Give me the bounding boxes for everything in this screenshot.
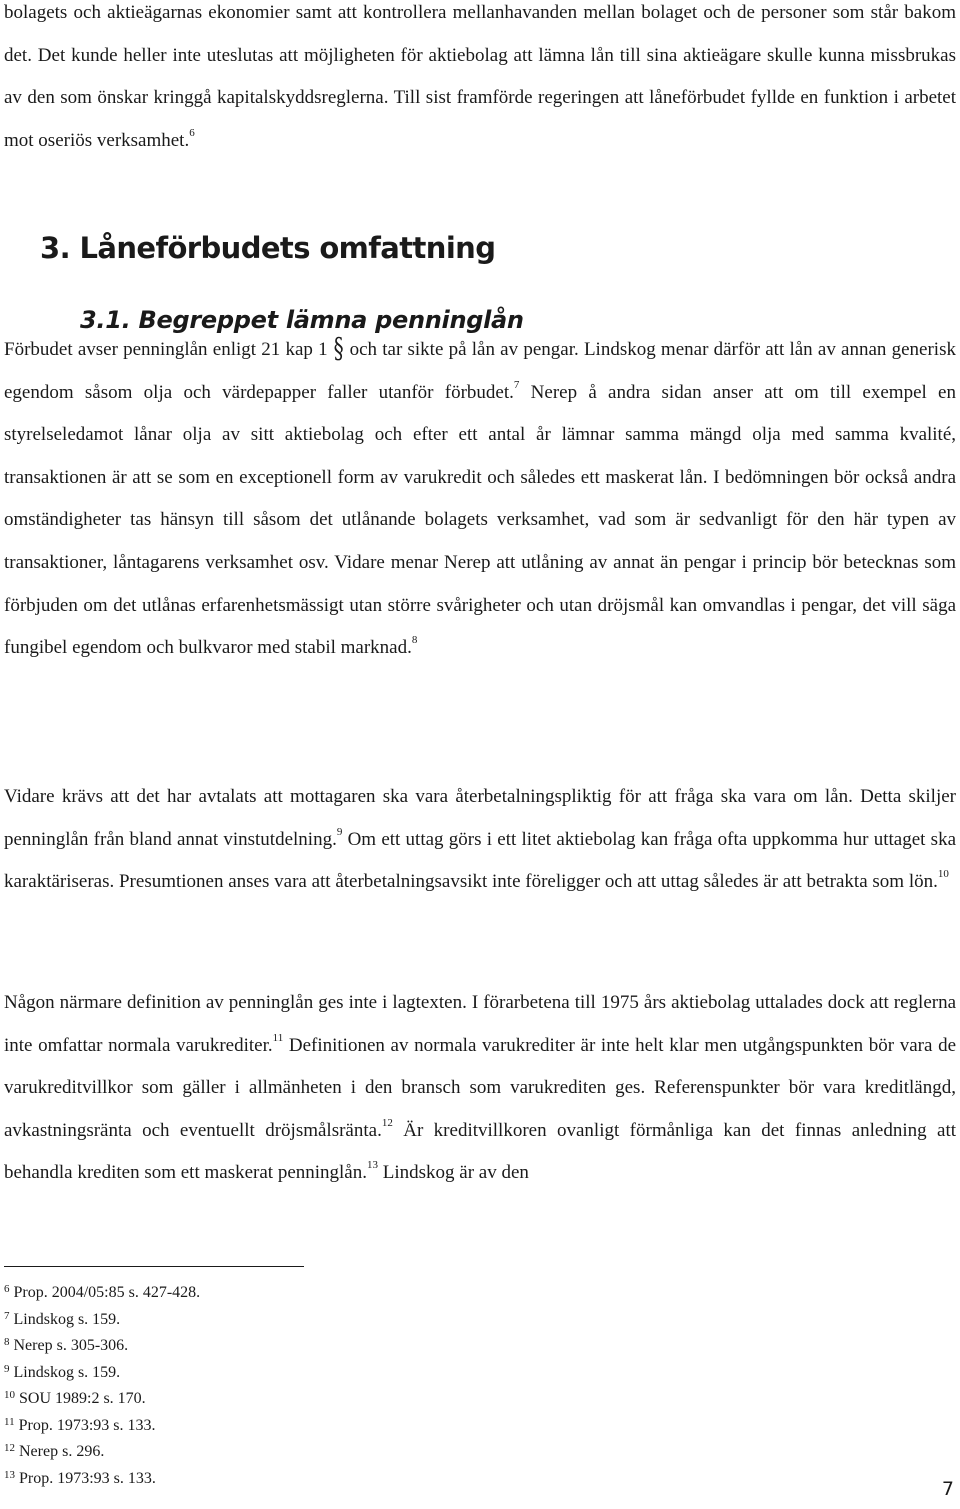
footnote-number: 6 <box>4 1283 10 1295</box>
text-line: lämna lån till sina aktieägare skulle kunna missbrukas av den som önskar kringgå <box>4 44 957 109</box>
paragraph-intro <box>4 0 956 162</box>
paragraph-definition <box>4 982 956 1195</box>
page-number: 7 <box>941 1478 954 1500</box>
footnote-item <box>4 1331 200 1358</box>
footnote-ref[interactable]: 11 <box>272 1031 284 1044</box>
footnote-ref[interactable]: 9 <box>336 825 343 838</box>
footnote-ref[interactable]: 10 <box>937 868 949 881</box>
text-line: finnas anledning att behandla krediten som ett maskerat penninglån. <box>4 1119 957 1184</box>
footnote-item <box>4 1358 200 1385</box>
footnote-text: Nerep s. 296. <box>19 1443 105 1461</box>
text-line: bulkvaror med stabil marknad. <box>178 637 412 659</box>
text-line: därför att lån av annan generisk egendom såsom olja och värdepapper faller utanför förbudet. <box>4 339 956 403</box>
text-line: aktiebolag kan fråga ofta uppkomma hur uttaget ska karaktäriseras. Presumtionen anses vara att <box>4 828 956 893</box>
footnote-item <box>4 1464 200 1491</box>
text-line: kapitalskyddsreglerna. Till sist framförde regeringen att låneförbudet fyllde en funktion i arbetet <box>217 87 956 109</box>
text-line: återbetalningsavsikt inte föreligger och att uttag således är att betrakta som lön. <box>335 871 938 893</box>
paragraph-penninglan <box>4 327 956 670</box>
footnote-list <box>4 1278 200 1490</box>
subsection-heading: 3.1. Begreppet lämna penninglån <box>80 306 524 334</box>
text-line: Lindskog är av den <box>378 1162 529 1184</box>
footnote-ref[interactable]: 7 <box>513 378 520 391</box>
text-line: bolagets och aktieägarnas ekonomier samt att kontrollera mellanhavanden mellan bolaget och de <box>4 2 755 23</box>
footnote-item <box>4 1384 200 1411</box>
footnote-ref[interactable]: 12 <box>381 1116 393 1129</box>
text-line: exceptionell form av varukredit och således ett maskerat lån. I bedömningen bör också andra <box>239 466 957 488</box>
footnote-text: Prop. 1973:93 s. 133. <box>18 1416 156 1434</box>
footnote-number: 8 <box>4 1336 10 1349</box>
text-line: omständigheter tas hänsyn till såsom det utlånande bolagets verksamhet, vad som är sedvanligt <box>4 509 778 531</box>
footnote-item <box>4 1278 200 1305</box>
text-line: och tar sikte på lån av pengar. Lindskog menar <box>349 339 709 360</box>
footnote-number: 7 <box>4 1309 10 1322</box>
footnote-number: 10 <box>4 1389 15 1402</box>
text-line: Någon närmare definition av penninglån ges inte i lagtexten. I förarbetena till 1975 års aktiebolag <box>4 992 751 1013</box>
text-line: allmänheten i den bransch som varukrediten ges. Referenspunkter bör vara kreditlängd, <box>248 1077 956 1099</box>
footnote-number: 11 <box>4 1415 15 1428</box>
footnote-text: Lindskog s. 159. <box>13 1363 121 1381</box>
footnote-text: Prop. 1973:93 s. 133. <box>19 1469 156 1487</box>
section-sign: § <box>333 331 344 365</box>
footnote-text: Prop. 2004/05:85 s. 427-428. <box>13 1283 201 1301</box>
paragraph-aterbetalning <box>4 776 956 904</box>
footnote-item <box>4 1305 200 1332</box>
footnote-item <box>4 1411 200 1438</box>
footnote-item <box>4 1437 200 1464</box>
text-line: Definitionen av normala <box>283 1034 477 1056</box>
text-line: personer som står bakom det. Det kunde heller inte uteslutas att möjligheten för aktiebolag att <box>4 2 957 66</box>
text-line: mot oseriös verksamhet. <box>4 129 190 151</box>
text-line: avkastningsränta och eventuellt dröjsmålsränta. <box>4 1119 382 1141</box>
text-line: Om ett uttag görs i ett litet <box>342 828 552 850</box>
text-line: Är kreditvillkoren ovanligt förmånliga kan det <box>392 1119 785 1141</box>
section-heading: 3. Låneförbudets omfattning <box>40 231 496 265</box>
text-line: Vidare krävs att det har avtalats att mottagaren ska vara återbetalningspliktig för att fråga ska vara <box>4 786 787 807</box>
text-line: uttalades dock att reglerna inte omfattar normala varukrediter. <box>4 992 957 1056</box>
footnote-text: Lindskog s. 159. <box>13 1310 121 1328</box>
text-line: för den här typen av transaktioner, låntagarens verksamhet osv. Vidare menar Nerep att utlåning <box>4 509 956 573</box>
footnote-number: 12 <box>4 1442 15 1455</box>
footnote-number: 9 <box>4 1362 10 1375</box>
text-line: större svårigheter och utan dröjsmål kan omvandlas i pengar, det vill säga fungibel egendom och <box>4 594 956 659</box>
text-line: om lån. Detta skiljer penninglån från bland annat vinstutdelning. <box>4 786 957 850</box>
text-line: Förbudet avser penninglån enligt 21 kap 1 <box>4 339 328 360</box>
footnote-text: SOU 1989:2 s. 170. <box>19 1390 146 1408</box>
text-line: av annat än pengar i princip bör betecknas som förbjuden om det utlånas erfarenhetsmässigt utan <box>4 551 957 616</box>
footnote-ref[interactable]: 8 <box>411 634 418 647</box>
footnote-text: Nerep s. 305-306. <box>13 1337 129 1354</box>
footnote-number: 13 <box>4 1468 15 1481</box>
footnote-divider <box>4 1266 304 1267</box>
text-line: efter ett antal år lämnar samma mängd olja med samma kvalité, transaktionen är att se som en <box>4 424 957 488</box>
footnote-ref[interactable]: 6 <box>189 126 195 139</box>
text-line: varukrediter är inte helt klar men utgångspunkten bör vara de varukreditvillkor som gäller i <box>4 1034 957 1099</box>
footnote-ref[interactable]: 13 <box>367 1159 378 1172</box>
text-line: Nerep å andra sidan anser att om till exempel en styrelseledamot lånar olja av sitt aktiebolag och <box>4 381 956 446</box>
